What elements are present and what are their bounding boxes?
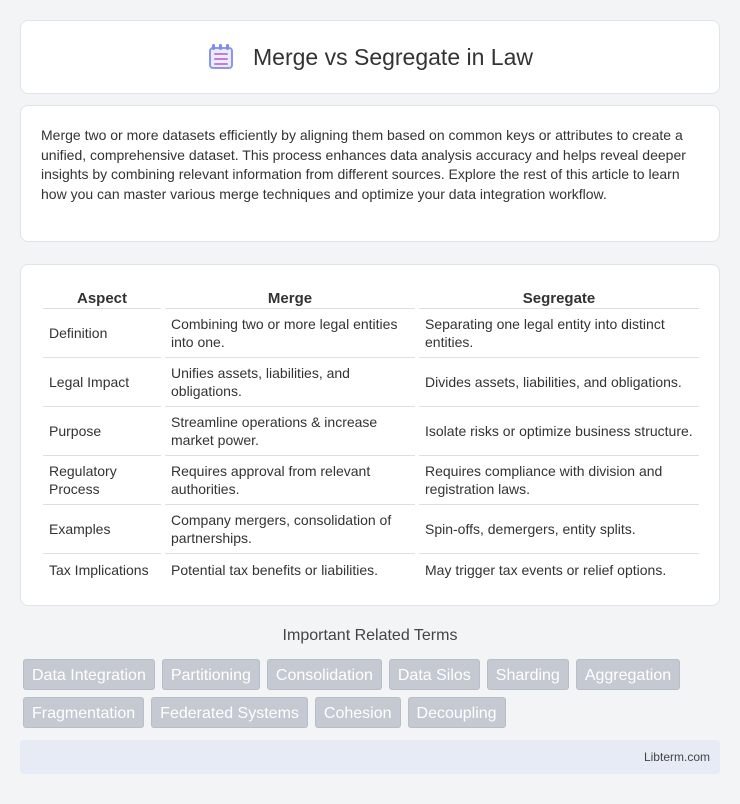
tag-federated-systems[interactable]: Federated Systems: [151, 697, 308, 728]
segregate-cell: Divides assets, liabilities, and obligations.: [419, 358, 699, 407]
page-title: Merge vs Segregate in Law: [253, 43, 533, 70]
related-terms-title: Important Related Terms: [282, 627, 458, 644]
table-row: [43, 456, 699, 505]
intro-text: Merge two or more datasets efficiently by aligning them based on common keys or attributes to create a unified, comprehensive dataset. This process enhances data analysis accuracy and helps reveal deeper insights by combining relevant information from different sources. Explore the rest of this article to learn how you can master various merge techniques and optimize your data integration workflow.: [41, 127, 686, 202]
footer-link[interactable]: Libterm.com: [643, 750, 710, 764]
aspect-cell: Definition: [43, 309, 161, 358]
merge-cell: Requires approval from relevant authorities.: [165, 456, 415, 505]
merge-cell: Unifies assets, liabilities, and obligations.: [165, 358, 415, 407]
tag-sharding[interactable]: Sharding: [487, 659, 569, 690]
aspect-cell: Examples: [43, 505, 161, 554]
tag-data-silos[interactable]: Data Silos: [389, 659, 480, 690]
tag-consolidation[interactable]: Consolidation: [267, 659, 382, 690]
table-row: [43, 554, 699, 586]
tag-data-integration[interactable]: Data Integration: [23, 659, 155, 690]
footer: [20, 740, 720, 774]
table-row: [43, 309, 699, 358]
column-header-segregate: Segregate: [419, 285, 699, 309]
merge-cell: Company mergers, consolidation of partnerships.: [165, 505, 415, 554]
header-card: [20, 20, 720, 94]
aspect-cell: Legal Impact: [43, 358, 161, 407]
merge-cell: Streamline operations & increase market power.: [165, 407, 415, 456]
tag-cohesion[interactable]: Cohesion: [315, 697, 401, 728]
intro-card: [20, 105, 720, 242]
segregate-cell: Separating one legal entity into distinct entities.: [419, 309, 699, 358]
segregate-cell: Isolate risks or optimize business structure.: [419, 407, 699, 456]
column-header-merge: Merge: [165, 285, 415, 309]
merge-cell: Potential tax benefits or liabilities.: [171, 562, 378, 578]
tag-fragmentation[interactable]: Fragmentation: [23, 697, 144, 728]
tag-aggregation[interactable]: Aggregation: [576, 659, 680, 690]
related-terms-tags: [23, 659, 723, 728]
aspect-cell: Purpose: [43, 407, 161, 456]
comparison-table: [43, 285, 699, 586]
merge-cell: Combining two or more legal entities into one.: [165, 309, 415, 358]
segregate-cell: Requires compliance with division and registration laws.: [419, 456, 699, 505]
table-header-row: [43, 285, 699, 309]
tag-partitioning[interactable]: Partitioning: [162, 659, 260, 690]
comparison-table-card: [20, 264, 720, 606]
aspect-cell: Regulatory Process: [43, 456, 161, 505]
segregate-cell: May trigger tax events or relief options.: [425, 562, 667, 578]
title-wrap: [207, 43, 533, 71]
tag-decoupling[interactable]: Decoupling: [408, 697, 506, 728]
table-row: [43, 407, 699, 456]
column-header-aspect: Aspect: [43, 285, 161, 309]
notepad-icon: [207, 43, 235, 71]
segregate-cell: Spin-offs, demergers, entity splits.: [419, 505, 699, 554]
table-row: [43, 505, 699, 554]
aspect-cell: Tax Implications: [49, 562, 149, 578]
table-row: [43, 358, 699, 407]
